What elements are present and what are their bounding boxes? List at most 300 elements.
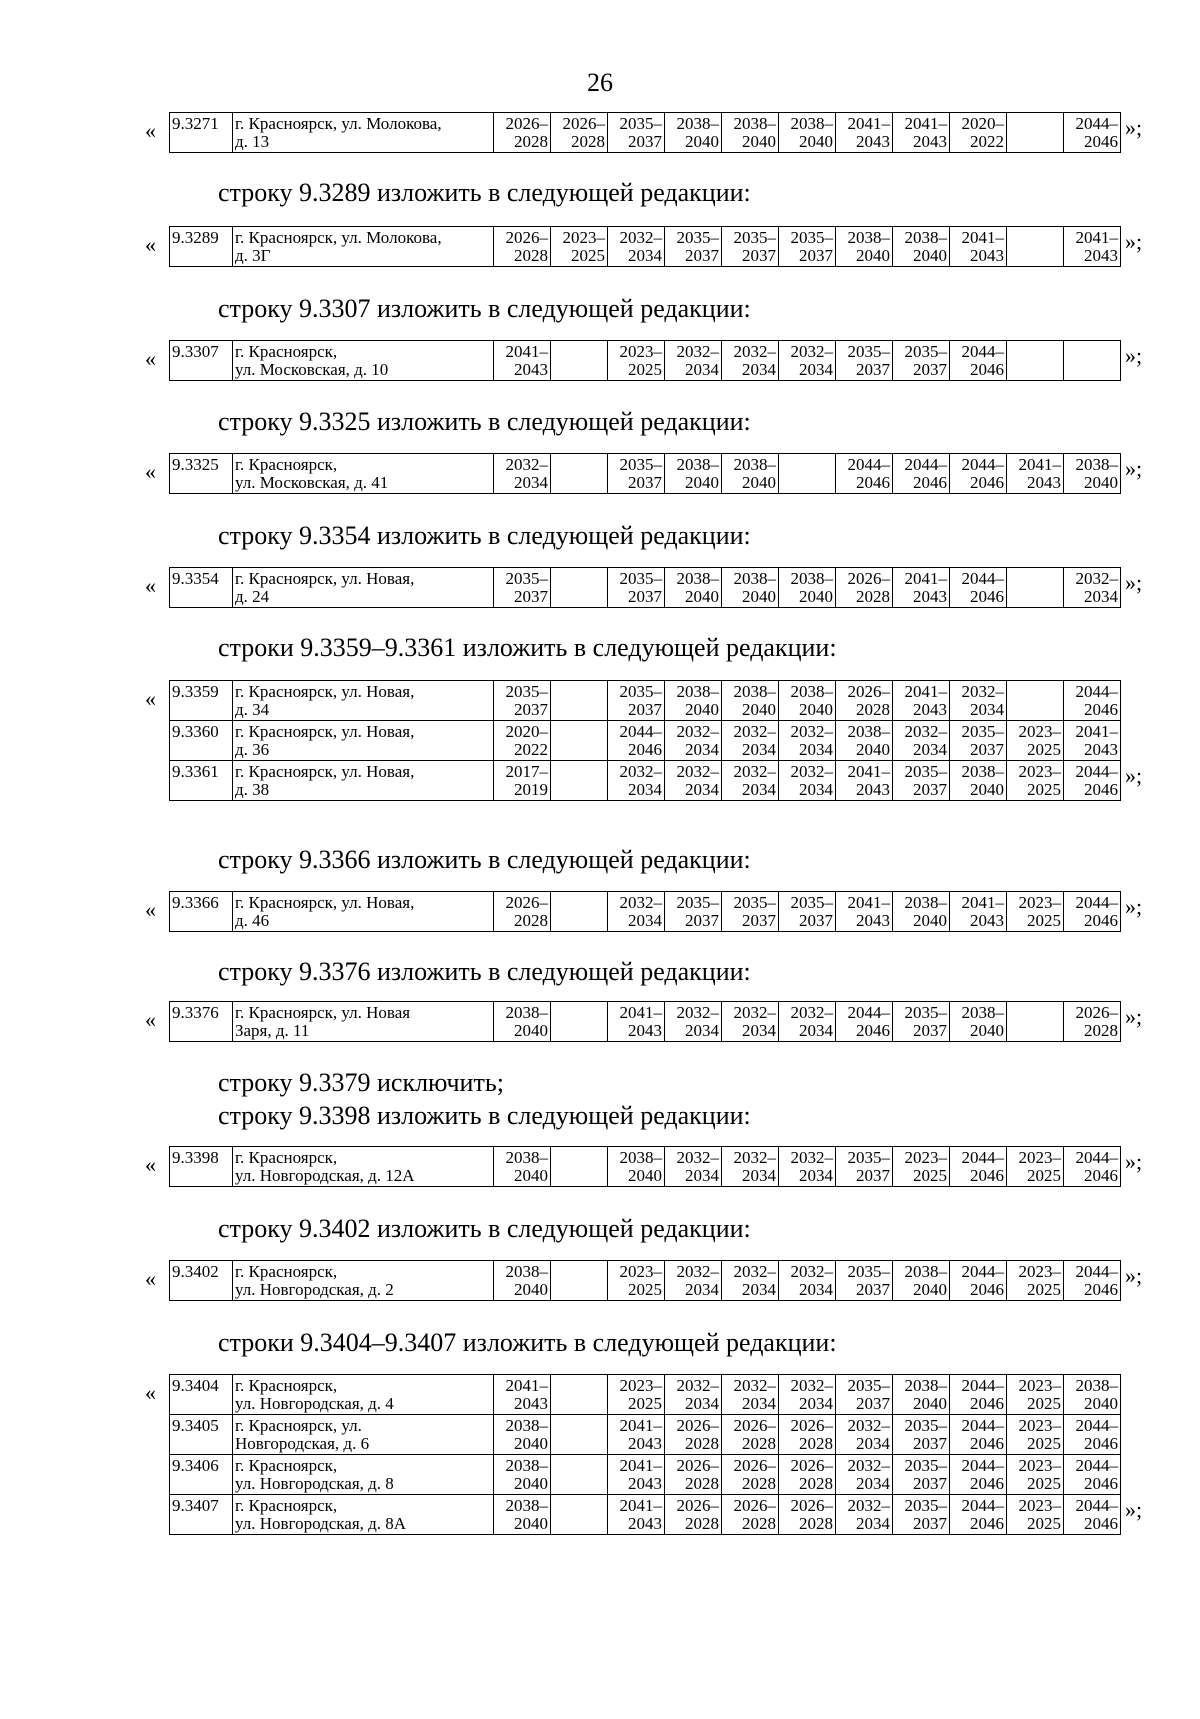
- row-number: 9.3325: [170, 454, 233, 494]
- year-range-cell: [608, 113, 665, 153]
- year-start: 2032–: [733, 1003, 776, 1022]
- address-cell: [233, 113, 494, 153]
- year-end: 2025: [628, 360, 662, 379]
- year-start: 2038–: [733, 569, 776, 588]
- year-range-cell: [551, 454, 608, 494]
- address-cell: [233, 1375, 494, 1415]
- year-end: 2034: [742, 1394, 776, 1413]
- address-line-2: ул. Московская, д. 41: [235, 473, 389, 492]
- instruction-text: строку 9.3307 изложить в следующей редакции:: [218, 294, 751, 323]
- year-range-cell: [893, 1147, 950, 1187]
- year-end: 2046: [970, 587, 1004, 606]
- address-line-1: г. Красноярск,: [235, 1456, 338, 1475]
- year-range-cell: [1007, 568, 1064, 608]
- year-range-cell: [950, 113, 1007, 153]
- year-range-cell: [1064, 1455, 1121, 1495]
- year-range-cell: [893, 341, 950, 381]
- year-end: 2040: [970, 1021, 1004, 1040]
- year-range-cell: [836, 721, 893, 761]
- year-end: [553, 701, 605, 719]
- year-end: 2034: [856, 1434, 890, 1453]
- year-end: [781, 474, 833, 492]
- instruction-text: строку 9.3354 изложить в следующей редакции:: [218, 521, 751, 550]
- year-end: 2034: [913, 740, 947, 759]
- year-end: 2028: [1084, 1021, 1118, 1040]
- year-end: 2046: [856, 473, 890, 492]
- year-start: 2032–: [619, 893, 662, 912]
- year-start: [553, 723, 605, 741]
- year-end: 2025: [1027, 1474, 1061, 1493]
- year-range-cell: [1064, 761, 1121, 801]
- year-start: 2023–: [1018, 722, 1061, 741]
- address-line-2: д. 34: [235, 700, 270, 719]
- year-range-cell: [494, 892, 551, 932]
- address-line-2: д. 13: [235, 132, 270, 151]
- year-range-cell: [1064, 681, 1121, 721]
- year-start: 2038–: [505, 1262, 548, 1281]
- year-start: 2032–: [790, 1262, 833, 1281]
- year-end: 2025: [1027, 1514, 1061, 1533]
- year-end: 2034: [685, 1394, 719, 1413]
- year-range-cell: [893, 227, 950, 267]
- year-end: 2046: [970, 1280, 1004, 1299]
- year-start: 2023–: [1018, 893, 1061, 912]
- year-range-cell: [836, 1002, 893, 1042]
- year-start: 2026–: [790, 1496, 833, 1515]
- year-range-cell: [494, 1002, 551, 1042]
- year-start: 2038–: [904, 228, 947, 247]
- quote-close: »;: [1125, 1004, 1143, 1029]
- year-start: 2032–: [733, 1376, 776, 1395]
- year-range-cell: [836, 1495, 893, 1535]
- year-end: 2034: [685, 780, 719, 799]
- year-start: 2032–: [847, 1496, 890, 1515]
- year-end: 2040: [685, 473, 719, 492]
- year-end: 2040: [913, 246, 947, 265]
- address-line-1: г. Красноярск,: [235, 455, 338, 474]
- year-end: 2028: [799, 1474, 833, 1493]
- year-end: 2040: [685, 587, 719, 606]
- address-line-2: д. 38: [235, 780, 270, 799]
- year-range-cell: [779, 341, 836, 381]
- year-range-cell: [722, 1002, 779, 1042]
- year-start: 2032–: [1075, 569, 1118, 588]
- year-range-cell: [1007, 1261, 1064, 1301]
- year-range-cell: [608, 1455, 665, 1495]
- year-range-cell: [950, 1002, 1007, 1042]
- year-start: 2032–: [619, 228, 662, 247]
- year-range-cell: [551, 568, 608, 608]
- year-start: [1009, 570, 1061, 588]
- year-end: 2025: [571, 246, 605, 265]
- quote-open: «: [145, 686, 156, 711]
- year-end: 2040: [514, 1514, 548, 1533]
- address-cell: [233, 227, 494, 267]
- address-line-1: г. Красноярск, ул. Молокова,: [235, 228, 442, 247]
- year-end: [553, 741, 605, 759]
- year-start: 2038–: [790, 569, 833, 588]
- year-range-cell: [950, 892, 1007, 932]
- year-range-cell: [722, 1375, 779, 1415]
- year-range-cell: [551, 1147, 608, 1187]
- year-range-cell: [836, 1415, 893, 1455]
- year-start: 2041–: [904, 114, 947, 133]
- year-start: 2020–: [961, 114, 1004, 133]
- row-number: 9.3407: [170, 1495, 233, 1535]
- year-range-cell: [1064, 892, 1121, 932]
- instruction-text: строку 9.3398 изложить в следующей редакции:: [218, 1101, 751, 1130]
- address-line-2: д. 46: [235, 911, 270, 930]
- year-range-cell: [1064, 568, 1121, 608]
- year-end: 2040: [514, 1434, 548, 1453]
- year-start: 2038–: [505, 1456, 548, 1475]
- year-end: 2037: [628, 700, 662, 719]
- year-range-cell: [893, 1002, 950, 1042]
- year-end: 2034: [856, 1474, 890, 1493]
- year-range-cell: [722, 454, 779, 494]
- year-start: 2020–: [505, 722, 548, 741]
- year-end: 2034: [1084, 587, 1118, 606]
- year-end: [1009, 1022, 1061, 1040]
- year-start: 2035–: [505, 569, 548, 588]
- year-start: 2035–: [790, 893, 833, 912]
- year-range-cell: [836, 892, 893, 932]
- year-range-cell: [722, 227, 779, 267]
- year-range-cell: [893, 1455, 950, 1495]
- address-cell: [233, 454, 494, 494]
- year-start: 2044–: [1075, 1148, 1118, 1167]
- year-range-cell: [665, 721, 722, 761]
- quote-open: «: [145, 232, 156, 257]
- year-start: 2041–: [505, 1376, 548, 1395]
- year-range-cell: [893, 1415, 950, 1455]
- year-start: 2023–: [1018, 1416, 1061, 1435]
- year-range-cell: [893, 721, 950, 761]
- year-range-cell: [893, 681, 950, 721]
- instruction-text: строку 9.3289 изложить в следующей редакции:: [218, 178, 751, 207]
- year-range-cell: [665, 454, 722, 494]
- row-number: 9.3366: [170, 892, 233, 932]
- year-start: 2023–: [1018, 1496, 1061, 1515]
- year-range-cell: [1007, 113, 1064, 153]
- year-start: 2026–: [562, 114, 605, 133]
- amendment-table: [169, 112, 1121, 153]
- year-end: 2040: [514, 1474, 548, 1493]
- year-end: 2040: [913, 1394, 947, 1413]
- table-row: [170, 892, 1121, 932]
- amendment-table: [169, 567, 1121, 608]
- table-row: [170, 113, 1121, 153]
- year-end: 2043: [970, 246, 1004, 265]
- year-start: 2035–: [847, 1148, 890, 1167]
- year-start: 2044–: [1075, 762, 1118, 781]
- year-end: 2046: [1084, 1166, 1118, 1185]
- year-start: 2038–: [505, 1148, 548, 1167]
- year-range-cell: [494, 1375, 551, 1415]
- year-start: 2026–: [790, 1416, 833, 1435]
- year-end: 2043: [856, 780, 890, 799]
- year-end: 2046: [970, 473, 1004, 492]
- year-start: [553, 683, 605, 701]
- year-start: 2035–: [790, 228, 833, 247]
- year-start: 2041–: [1075, 228, 1118, 247]
- year-range-cell: [551, 1375, 608, 1415]
- year-range-cell: [665, 1261, 722, 1301]
- year-range-cell: [722, 1261, 779, 1301]
- year-start: 2038–: [904, 893, 947, 912]
- year-range-cell: [779, 113, 836, 153]
- year-start: 2035–: [904, 1456, 947, 1475]
- quote-close: »;: [1125, 1497, 1143, 1522]
- address-line-1: г. Красноярск, ул. Новая,: [235, 722, 415, 741]
- year-start: 2038–: [790, 114, 833, 133]
- year-range-cell: [779, 454, 836, 494]
- year-end: 2046: [628, 740, 662, 759]
- year-end: 2028: [514, 246, 548, 265]
- address-cell: [233, 341, 494, 381]
- year-end: 2022: [970, 132, 1004, 151]
- year-range-cell: [893, 568, 950, 608]
- address-line-1: г. Красноярск, ул. Новая,: [235, 569, 415, 588]
- year-end: 2028: [799, 1514, 833, 1533]
- year-range-cell: [494, 681, 551, 721]
- year-start: 2032–: [733, 722, 776, 741]
- year-start: 2044–: [1075, 1496, 1118, 1515]
- year-range-cell: [494, 341, 551, 381]
- year-start: 2032–: [790, 1003, 833, 1022]
- year-end: 2040: [685, 132, 719, 151]
- year-end: 2040: [514, 1166, 548, 1185]
- table-row: [170, 1375, 1121, 1415]
- year-range-cell: [779, 1455, 836, 1495]
- year-end: [553, 1167, 605, 1185]
- year-range-cell: [551, 681, 608, 721]
- year-end: 2037: [856, 360, 890, 379]
- row-number: 9.3406: [170, 1455, 233, 1495]
- year-range-cell: [836, 227, 893, 267]
- year-range-cell: [950, 681, 1007, 721]
- address-line-1: г. Красноярск,: [235, 1262, 338, 1281]
- table-row: [170, 568, 1121, 608]
- year-range-cell: [1064, 113, 1121, 153]
- year-end: 2040: [628, 1166, 662, 1185]
- row-number: 9.3271: [170, 113, 233, 153]
- year-range-cell: [494, 1495, 551, 1535]
- year-end: 2046: [1084, 1514, 1118, 1533]
- year-start: 2035–: [733, 893, 776, 912]
- year-start: 2038–: [1075, 455, 1118, 474]
- year-start: 2032–: [733, 1148, 776, 1167]
- year-end: 2028: [514, 911, 548, 930]
- year-range-cell: [779, 568, 836, 608]
- year-range-cell: [893, 1375, 950, 1415]
- year-end: [553, 1281, 605, 1299]
- year-start: 2044–: [619, 722, 662, 741]
- year-start: 2032–: [619, 762, 662, 781]
- year-range-cell: [779, 227, 836, 267]
- table-row: [170, 761, 1121, 801]
- address-line-2: д. 24: [235, 587, 270, 606]
- year-end: 2028: [514, 132, 548, 151]
- year-end: 2043: [1027, 473, 1061, 492]
- year-range-cell: [665, 1455, 722, 1495]
- quote-open: «: [145, 1380, 156, 1405]
- year-start: 2026–: [733, 1416, 776, 1435]
- year-end: [1009, 588, 1061, 606]
- year-end: 2043: [1084, 740, 1118, 759]
- quote-open: «: [145, 573, 156, 598]
- year-start: 2044–: [1075, 1456, 1118, 1475]
- address-cell: [233, 761, 494, 801]
- year-range-cell: [950, 341, 1007, 381]
- year-end: [1009, 133, 1061, 151]
- year-end: [553, 912, 605, 930]
- year-end: 2034: [799, 780, 833, 799]
- address-line-2: ул. Новгородская, д. 2: [235, 1280, 394, 1299]
- year-start: 2032–: [676, 762, 719, 781]
- year-start: [553, 1457, 605, 1475]
- year-end: 2046: [970, 1394, 1004, 1413]
- year-range-cell: [893, 454, 950, 494]
- year-end: [553, 1475, 605, 1493]
- year-start: 2041–: [619, 1003, 662, 1022]
- year-range-cell: [551, 1261, 608, 1301]
- year-end: [553, 588, 605, 606]
- year-end: 2034: [628, 780, 662, 799]
- year-range-cell: [1007, 454, 1064, 494]
- year-start: 2035–: [904, 1416, 947, 1435]
- year-start: 2032–: [790, 1148, 833, 1167]
- year-start: [553, 456, 605, 474]
- year-start: 2032–: [790, 342, 833, 361]
- row-number: 9.3398: [170, 1147, 233, 1187]
- year-end: 2037: [913, 780, 947, 799]
- year-range-cell: [494, 1261, 551, 1301]
- address-line-2: д. 36: [235, 740, 270, 759]
- year-end: 2043: [628, 1021, 662, 1040]
- year-start: 2038–: [1075, 1376, 1118, 1395]
- year-range-cell: [494, 113, 551, 153]
- row-number: 9.3361: [170, 761, 233, 801]
- year-end: 2034: [742, 780, 776, 799]
- year-range-cell: [893, 892, 950, 932]
- year-start: 2038–: [676, 682, 719, 701]
- year-end: 2034: [799, 360, 833, 379]
- year-end: 2028: [571, 132, 605, 151]
- year-end: 2043: [514, 1394, 548, 1413]
- year-end: 2046: [1084, 1474, 1118, 1493]
- year-end: 2046: [1084, 911, 1118, 930]
- year-start: 2023–: [619, 1262, 662, 1281]
- table-row: [170, 721, 1121, 761]
- year-start: 2032–: [676, 342, 719, 361]
- year-end: 2034: [628, 911, 662, 930]
- year-range-cell: [1064, 1495, 1121, 1535]
- year-start: 2038–: [904, 1376, 947, 1395]
- year-start: 2035–: [847, 1262, 890, 1281]
- year-start: 2023–: [1018, 1262, 1061, 1281]
- year-end: 2040: [1084, 473, 1118, 492]
- year-end: 2040: [970, 780, 1004, 799]
- year-end: 2025: [1027, 1166, 1061, 1185]
- address-cell: [233, 1415, 494, 1455]
- year-start: 2035–: [904, 1496, 947, 1515]
- year-start: 2041–: [904, 569, 947, 588]
- year-range-cell: [950, 1375, 1007, 1415]
- year-end: 2040: [799, 587, 833, 606]
- year-range-cell: [494, 568, 551, 608]
- year-range-cell: [608, 454, 665, 494]
- year-range-cell: [551, 1415, 608, 1455]
- table-row: [170, 454, 1121, 494]
- year-range-cell: [893, 1495, 950, 1535]
- year-start: 2035–: [619, 455, 662, 474]
- year-range-cell: [836, 681, 893, 721]
- address-cell: [233, 1002, 494, 1042]
- year-range-cell: [665, 1375, 722, 1415]
- year-start: 2041–: [847, 762, 890, 781]
- amendment-table: [169, 891, 1121, 932]
- year-end: 2019: [514, 780, 548, 799]
- year-start: 2038–: [904, 1262, 947, 1281]
- year-range-cell: [665, 681, 722, 721]
- year-end: [553, 1515, 605, 1533]
- year-range-cell: [722, 892, 779, 932]
- year-end: 2043: [514, 360, 548, 379]
- year-start: 2044–: [1075, 893, 1118, 912]
- year-range-cell: [665, 1495, 722, 1535]
- year-start: 2032–: [676, 1148, 719, 1167]
- year-end: 2034: [970, 700, 1004, 719]
- year-end: [1009, 701, 1061, 719]
- year-end: 2040: [742, 700, 776, 719]
- quote-close: »;: [1125, 115, 1143, 140]
- address-cell: [233, 1455, 494, 1495]
- year-range-cell: [1007, 1002, 1064, 1042]
- year-start: [1009, 683, 1061, 701]
- year-end: 2040: [856, 740, 890, 759]
- year-range-cell: [608, 761, 665, 801]
- year-range-cell: [950, 1415, 1007, 1455]
- address-line-1: г. Красноярск,: [235, 1376, 338, 1395]
- year-end: 2043: [1084, 246, 1118, 265]
- year-end: 2037: [628, 473, 662, 492]
- year-end: 2046: [970, 360, 1004, 379]
- year-end: 2037: [970, 740, 1004, 759]
- year-start: 2041–: [619, 1416, 662, 1435]
- year-start: 2035–: [904, 762, 947, 781]
- year-range-cell: [779, 1002, 836, 1042]
- year-start: [553, 1263, 605, 1281]
- year-range-cell: [608, 227, 665, 267]
- year-start: 2038–: [961, 1003, 1004, 1022]
- year-end: 2034: [799, 1166, 833, 1185]
- year-start: 2044–: [1075, 1262, 1118, 1281]
- year-start: 2023–: [562, 228, 605, 247]
- year-end: 2037: [913, 1021, 947, 1040]
- year-range-cell: [551, 761, 608, 801]
- year-end: 2025: [628, 1394, 662, 1413]
- year-start: 2038–: [505, 1416, 548, 1435]
- year-start: 2032–: [676, 1262, 719, 1281]
- year-start: 2026–: [790, 1456, 833, 1475]
- year-start: 2038–: [847, 228, 890, 247]
- year-range-cell: [722, 761, 779, 801]
- year-start: [553, 1377, 605, 1395]
- year-start: 2035–: [619, 569, 662, 588]
- year-start: 2026–: [505, 228, 548, 247]
- year-start: 2038–: [676, 114, 719, 133]
